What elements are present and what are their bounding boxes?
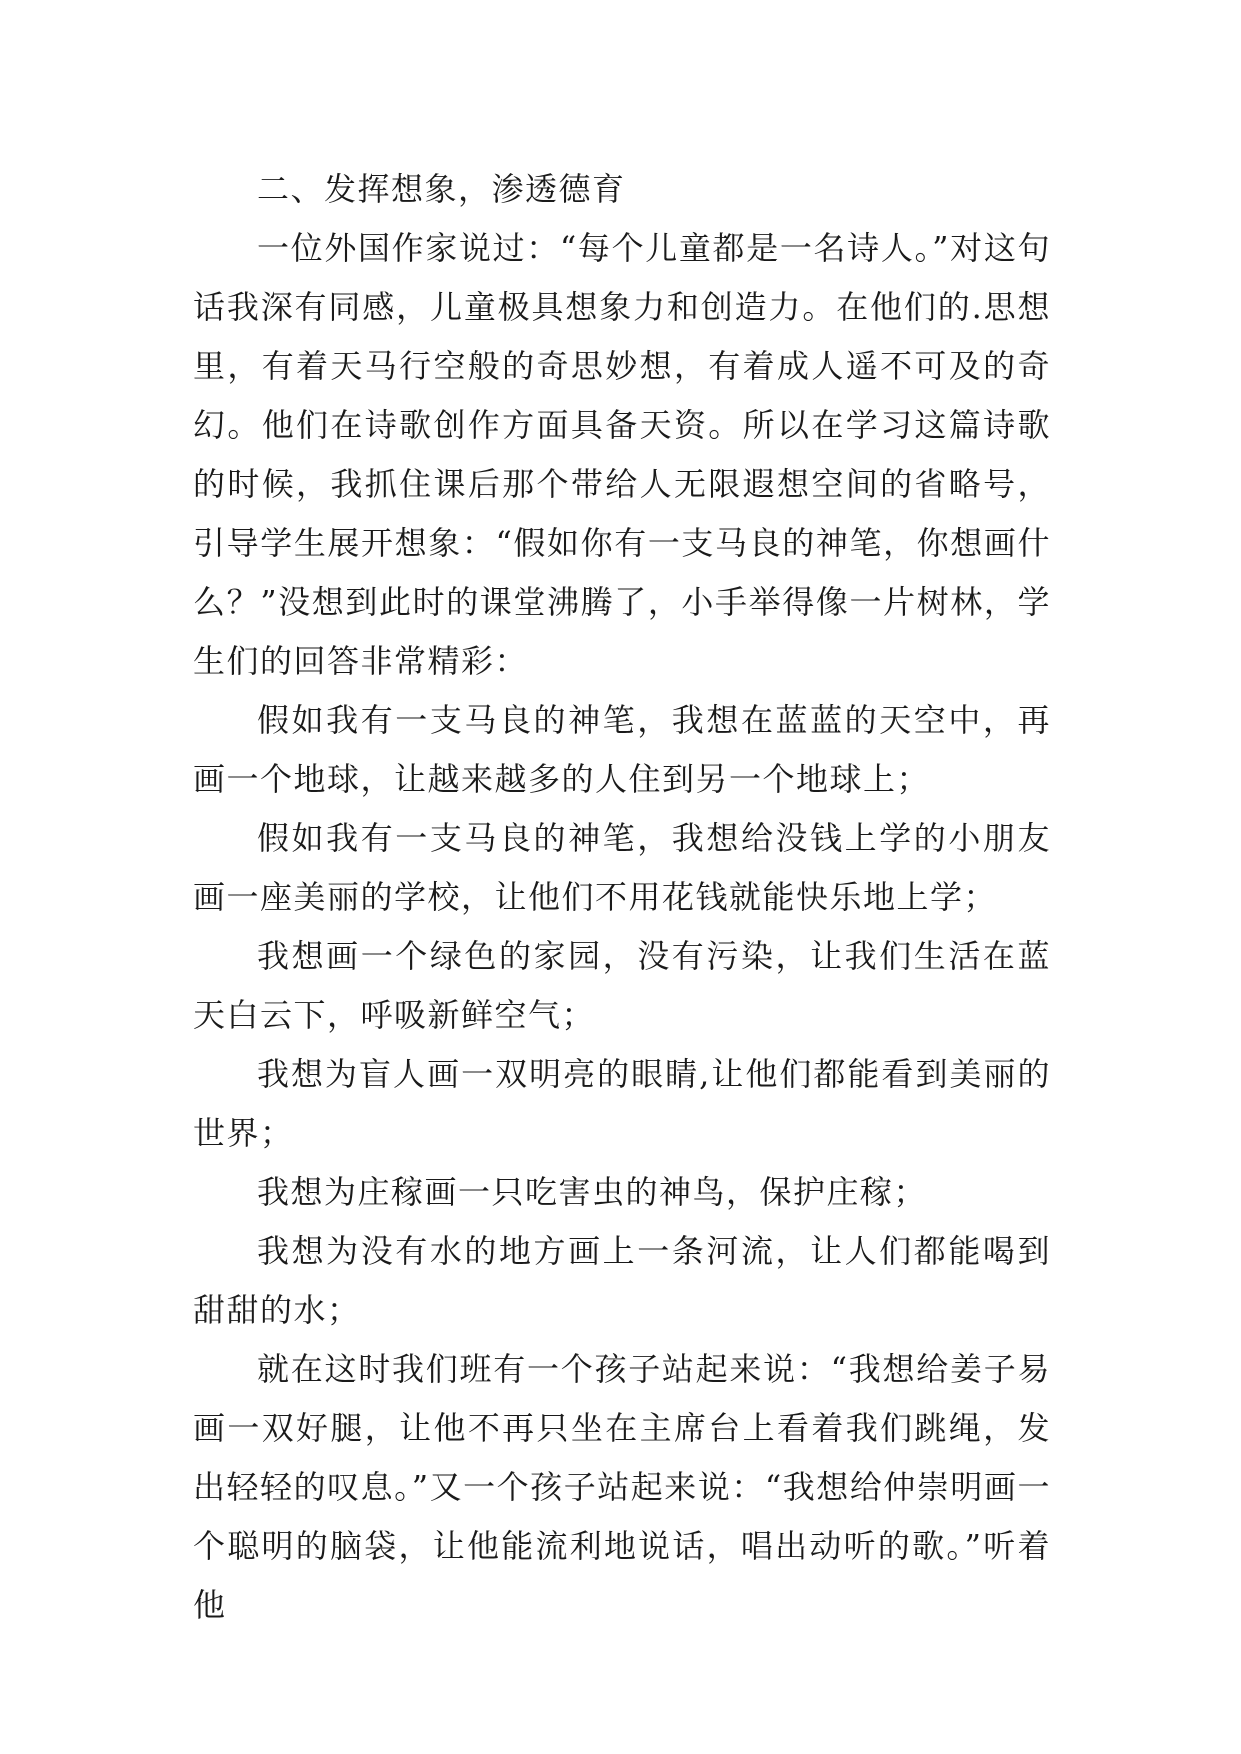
paragraph-answer-school: 假如我有一支马良的神笔，我想给没钱上学的小朋友画一座美丽的学校，让他们不用花钱就能快乐地上学； xyxy=(193,819,1051,916)
paragraph-answer-eyes: 我想为盲人画一双明亮的眼睛,让他们都能看到美丽的世界； xyxy=(193,1055,1051,1152)
paragraph-answer-earth: 假如我有一支马良的神笔，我想在蓝蓝的天空中，再画一个地球，让越来越多的人住到另一个地球上； xyxy=(193,701,1051,798)
paragraph-answer-green-home: 我想画一个绿色的家园，没有污染，让我们生活在蓝天白云下，呼吸新鲜空气； xyxy=(193,937,1051,1034)
paragraph-classmates: 就在这时我们班有一个孩子站起来说：“我想给姜子易画一双好腿，让他不再只坐在主席台上看着我们跳绳，发出轻轻的叹息。”又一个孩子站起来说：“我想给仲崇明画一个聪明的脑袋，让他能流利地说话，唱出动听的歌。”听着他 xyxy=(193,1350,1051,1624)
section-heading: 二、发挥想象，渗透德育 xyxy=(257,170,626,208)
document-body xyxy=(193,160,1051,1635)
paragraph-intro: 一位外国作家说过：“每个儿童都是一名诗人。”对这句话我深有同感，儿童极具想象力和创造力。在他们的.思想里，有着天马行空般的奇思妙想，有着成人遥不可及的奇幻。他们在诗歌创作方面具备天资。所以在学习这篇诗歌的时候，我抓住课后那个带给人无限遐想空间的省略号，引导学生展开想象：“假如你有一支马良的神笔，你想画什么？”没想到此时的课堂沸腾了，小手举得像一片树林，学生们的回答非常精彩： xyxy=(193,229,1051,680)
paragraph-answer-river: 我想为没有水的地方画上一条河流，让人们都能喝到甜甜的水； xyxy=(193,1232,1051,1329)
paragraph-answer-bird: 我想为庄稼画一只吃害虫的神鸟，保护庄稼； xyxy=(257,1173,928,1211)
